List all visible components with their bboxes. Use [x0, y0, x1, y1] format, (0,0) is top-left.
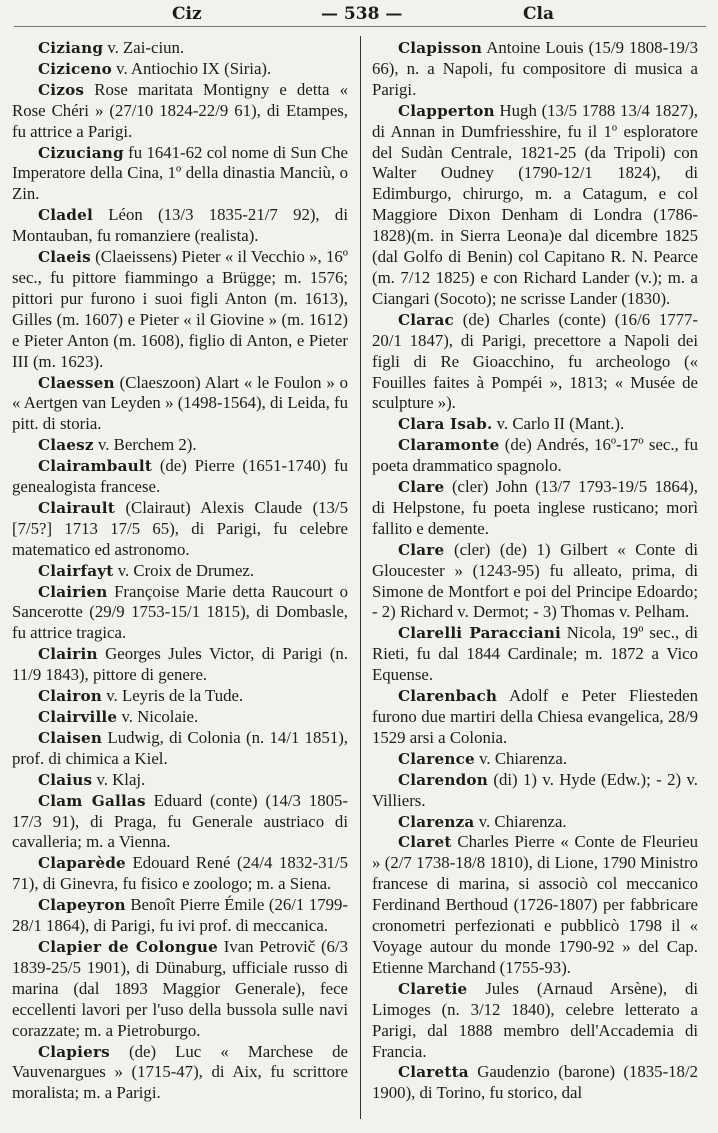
entry-text: v. Klaj.: [96, 769, 146, 789]
entry-headword: Clare: [398, 478, 445, 497]
entry-text: (di) 1) v. Hyde (Edw.); - 2) v. Villiers.: [372, 769, 699, 810]
entry-headword: Claramonte: [398, 436, 500, 455]
dictionary-entry: [372, 749, 698, 770]
left-column: [12, 38, 348, 1123]
entry-text: Jules (Arnaud Arsène), di Limoges (n. 3/12 1840), celebre letterato a Parigi, dal 1888 membro dell'Accademia di Francia.: [372, 978, 698, 1061]
entry-headword: Claparède: [38, 854, 126, 873]
dictionary-entry: [372, 979, 698, 1063]
entry-text: Léon (13/3 1835-21/7 92), di Montauban, fu romanziere (realista).: [12, 205, 348, 246]
dictionary-entry: [12, 770, 348, 791]
column-divider: [360, 36, 361, 1119]
entry-text: (Clairaut) Alexis Claude (13/5 [7/5?] 1713 17/5 65), di Parigi, fu celebre matematico ed astronomo.: [12, 497, 348, 559]
dictionary-entry: [12, 143, 348, 206]
entry-headword: Claret: [398, 833, 452, 852]
entry-text: (de) Charles (conte) (16/6 1777-20/1 1847), di Parigi, precettore a Napoli dei figli di Re Gioacchino, fu archeologo (« Fouilles faites à Pompéi », 1813; « Musée de sculpture »).: [372, 309, 698, 413]
entry-headword: Clairault: [38, 498, 115, 517]
entry-text: Edouard René (24/4 1832-31/5 71), di Ginevra, fu fisico e zoologo; m. a Siena.: [12, 853, 348, 894]
entry-headword: Clairin: [38, 645, 98, 664]
dictionary-entry: [12, 247, 348, 372]
entry-headword: Claisen: [38, 728, 103, 747]
dictionary-entry: [372, 310, 698, 415]
dictionary-entry: [372, 770, 698, 812]
entry-headword: Clarelli Paracciani: [398, 624, 561, 643]
entry-text: Françoise Marie detta Raucourt o Sancerotte (29/9 1753-15/1 1815), di Dombasle, fu attrice tragica.: [12, 581, 348, 643]
entry-text: v. Berchem 2).: [97, 435, 197, 455]
dictionary-entry: [372, 540, 698, 624]
entry-text: (de) Pierre (1651-1740) fu genealogista francese.: [12, 456, 348, 497]
entry-headword: Clarenbach: [398, 687, 498, 706]
dictionary-entry: [12, 373, 348, 436]
entry-headword: Clairfayt: [38, 561, 114, 580]
entry-headword: Clam Gallas: [38, 791, 146, 810]
entry-text: Eduard (conte) (14/3 1805-17/3 91), di Praga, fu Generale austriaco di cavalleria; m. a Vienna.: [12, 790, 349, 852]
dictionary-entry: [12, 456, 348, 498]
dictionary-entry: [372, 101, 698, 310]
entry-text: v. Croix de Drumez.: [117, 560, 255, 580]
dictionary-entry: [12, 791, 348, 854]
entry-headword: Clairon: [38, 687, 103, 706]
entry-text: v. Carlo II (Mant.).: [496, 414, 625, 434]
entry-text: v. Antiochio IX (Siria).: [116, 58, 272, 78]
header-rule: [14, 26, 706, 27]
entry-headword: Claius: [38, 770, 93, 789]
dictionary-entry: [12, 644, 348, 686]
entry-headword: Clara Isab.: [398, 415, 493, 434]
dictionary-entry: [372, 414, 698, 435]
entry-text: Rose maritata Montigny e detta « Rose Chéri » (27/10 1824-22/9 61), di Etampes, fu attrice a Parigi.: [12, 79, 348, 141]
dictionary-entry: [372, 812, 698, 833]
right-column: [372, 38, 698, 1123]
entry-headword: Clare: [398, 540, 445, 559]
entry-headword: Claretie: [398, 979, 468, 998]
dictionary-entry: [12, 853, 348, 895]
dictionary-entry: [12, 707, 348, 728]
entry-headword: Clapiers: [38, 1042, 110, 1061]
entry-headword: Clapperton: [398, 101, 495, 120]
entry-headword: Clairambault: [38, 457, 153, 476]
dictionary-entry: [372, 832, 698, 978]
entry-text: Georges Jules Victor, di Parigi (n. 11/9 1843), pittore di genere.: [12, 644, 349, 685]
entry-text: Ludwig, di Colonia (n. 14/1 1851), prof. di chimica a Kiel.: [12, 727, 348, 768]
dictionary-entry: [372, 686, 698, 749]
entry-headword: Clarac: [398, 310, 454, 329]
entry-text: (cler) John (13/7 1793-19/5 1864), di Helpstone, fu poeta inglese rusticano; morì fallito e demente.: [372, 477, 699, 538]
entry-text: Hugh (13/5 1788 13/4 1827), di Annan in Dumfriesshire, fu il 1º esploratore del Sudàn Centrale, 1821-25 (da Tripoli) con Walter Oudney (1790-12/1 1824), di Edimburgo, chirurgo, m. a Catagum, e col Maggiore Dixon Denham di Londra (1786-1828)(m. in Sierra Leona)e dal dicembre 1825 (dal Golfo di Benin) col Capitano R. N. Pearce (m. 7/12 1825) e con Richard Lander (v.); m. a Ciangari (Socoto); ne scrisse Lander (1830).: [372, 100, 698, 308]
dictionary-entry: [12, 1042, 348, 1105]
entry-headword: Claeis: [38, 248, 91, 267]
dictionary-entry: [12, 205, 348, 247]
entry-headword: Claretta: [398, 1063, 469, 1082]
dictionary-entry: [12, 686, 348, 707]
dictionary-entry: [12, 561, 348, 582]
entry-text: v. Zai-ciun.: [107, 38, 185, 57]
entry-text: Nicola, 19º sec., di Rieti, fu dal 1844 Cardinale; m. 1872 a Vico Equense.: [372, 623, 698, 685]
entry-headword: Clairville: [38, 708, 118, 726]
entry-text: v. Leyris de la Tude.: [106, 686, 244, 706]
entry-text: fu 1641-62 col nome di Sun Che Imperatore della Cina, 1º della dinastia Manciù, o Zin.: [12, 142, 348, 204]
entry-headword: Clapier de Colongue: [38, 937, 218, 956]
entry-headword: Clapeyron: [38, 896, 126, 915]
dictionary-entry: [372, 38, 698, 101]
dictionary-entry: [12, 895, 348, 937]
entry-headword: Cizuciang: [38, 143, 124, 162]
entry-text: Antoine Louis (15/9 1808-19/3 66), n. a Napoli, fu compositore di musica a Parigi.: [372, 38, 698, 99]
entry-headword: Ciziang: [38, 39, 104, 57]
entry-headword: Cizos: [38, 80, 85, 99]
dictionary-entry: [12, 38, 348, 59]
entry-headword: Claesz: [38, 436, 94, 455]
dictionary-entry: [12, 937, 348, 1042]
entry-headword: Clapisson: [398, 39, 483, 57]
right-guide-word: Cla: [523, 4, 555, 24]
dictionary-entry: [372, 435, 698, 477]
dictionary-entry: [12, 59, 348, 80]
entry-text: (de) Luc « Marchese de Vauvenargues » (1715-47), di Aix, fu scrittore moralista; m. a Parigi.: [12, 1041, 348, 1103]
entry-text: (Claeszoon) Alart « le Foulon » o « Aertgen van Leyden » (1498-1564), di Leida, fu pitt. di storia.: [12, 372, 348, 434]
entry-text: Ivan Petrovič (6/3 1839-25/5 1901), di Dünaburg, ufficiale russo di marina (dal 1893 Maggior Generale), fece eccellenti lavori per l'uso della bussola sulle navi corazzate; m. a Pietroburgo.: [12, 936, 348, 1040]
dictionary-entry: [372, 623, 698, 686]
entry-text: (cler) (de) 1) Gilbert « Conte di Gloucester » (1243-95) fu alleato, prima, di Simone de Montfort e poi del Principe Edoardo; - 2) Richard v. Dermot; - 3) Thomas v. Pelham.: [372, 539, 698, 622]
dictionary-entry: [12, 80, 348, 143]
left-guide-word: Ciz: [172, 4, 202, 24]
entry-text: Adolf e Peter Fliesteden furono due martiri della Chiesa evangelica, 28/9 1529 arsi a Colonia.: [372, 686, 698, 747]
entry-headword: Clarendon: [398, 770, 488, 789]
entry-headword: Cladel: [38, 206, 93, 225]
entry-headword: Claessen: [38, 373, 115, 392]
dictionary-entry: [12, 582, 348, 645]
dictionary-entry: [372, 477, 698, 540]
dictionary-entry: [12, 498, 348, 561]
entry-text: v. Nicolaie.: [121, 707, 199, 726]
entry-headword: Clairien: [38, 582, 108, 601]
entry-headword: Clarenza: [398, 812, 475, 831]
page-number: — 538 —: [321, 4, 403, 24]
dictionary-entry: [12, 435, 348, 456]
entry-headword: Clarence: [398, 749, 475, 768]
entry-text: Benoît Pierre Émile (26/1 1799-28/1 1864), di Parigi, fu ivi prof. di meccanica.: [12, 895, 349, 936]
entry-text: (de) Andrés, 16º-17º sec., fu poeta drammatico spagnolo.: [372, 435, 699, 476]
entry-headword: Ciziceno: [38, 59, 112, 78]
dictionary-entry: [372, 1062, 698, 1104]
entry-text: Charles Pierre « Conte de Fleurieu » (2/7 1738-18/8 1810), di Lione, 1790 Ministro francese di marina, si associò col meccanico Ferdinand Berthoud (1726-1807) per fabbricare cronometri perfezionati e pubblicò 1798 il « Voyage autour du monde 1790-92 » del Cap. Etienne Marchand (1755-93).: [372, 832, 698, 977]
entry-text: Gaudenzio (barone) (1835-18/2 1900), di Torino, fu storico, dal: [372, 1062, 698, 1103]
entry-text: v. Chiarenza.: [479, 748, 568, 768]
page-header: [0, 2, 718, 28]
entry-text: v. Chiarenza.: [478, 811, 567, 831]
entry-text: (Claeissens) Pieter « il Vecchio », 16º sec., fu pittore fiammingo a Brügge; m. 1576; pittori pur furono i suoi figli Anton (m. 1613), Gilles (m. 1607) e Pieter « il Giovine » (m. 1612) e Pieter Anton (m. 1608), figlio di Anton, e Pieter III (m. 1623).: [12, 247, 348, 371]
dictionary-entry: [12, 728, 348, 770]
